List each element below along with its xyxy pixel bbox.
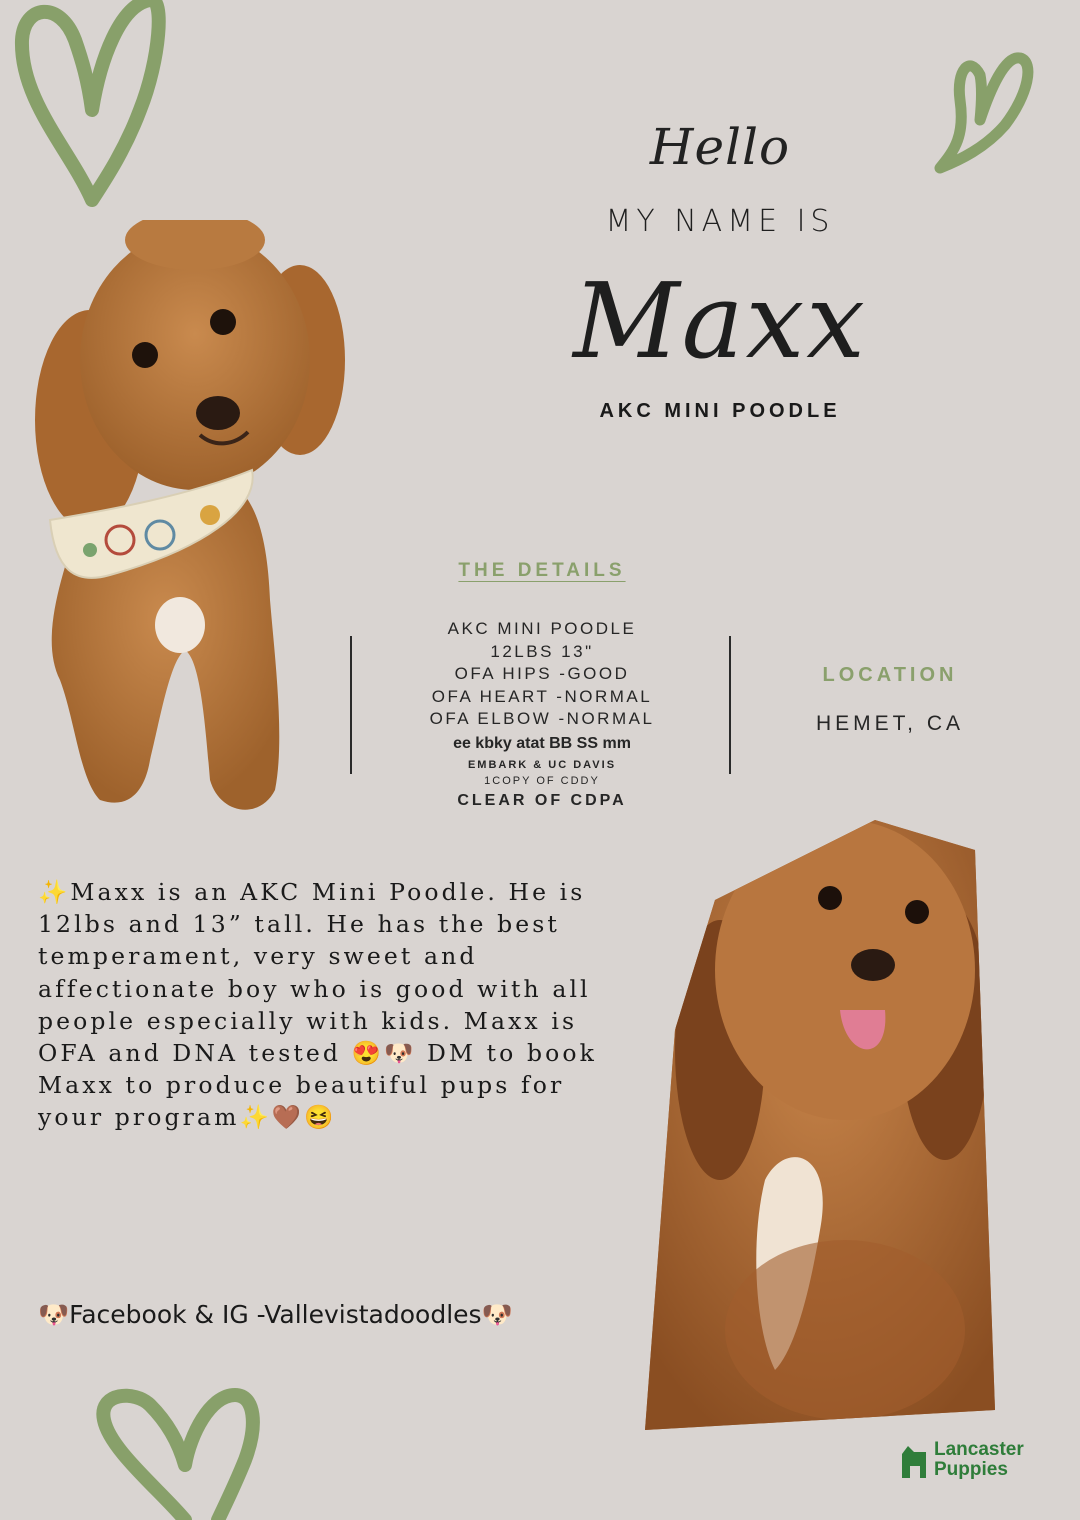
cddy-line: 1COPY OF CDDY [484,774,600,787]
location-title: LOCATION [822,664,958,686]
dog-photo-bandana [20,220,350,820]
heart-bottom-left-icon [90,1380,270,1520]
lancaster-puppies-logo [898,1440,1068,1484]
detail-line: OFA HEART -NORMAL [431,686,653,706]
brand-line-1: Lancaster [934,1439,1024,1460]
dog-photo-tongue [645,810,1000,1440]
embark-line: EMBARK & UC DAVIS [467,758,617,771]
heart-top-left-icon [0,0,170,215]
greeting-script: Hello [649,118,791,176]
breed-heading: AKC MINI POODLE [599,400,841,422]
dog-name: Maxx [573,260,867,382]
brand-wordmark [934,1440,1024,1480]
brand-line-2: Puppies [934,1459,1008,1480]
divider-left [350,636,352,774]
detail-line: AKC MINI POODLE [447,619,637,638]
detail-line: 12LBS 13" [490,641,594,661]
social-handle: 🐶Facebook & IG -Vallevistadoodles🐶 [38,1300,513,1329]
location-value: HEMET, CA [815,712,964,735]
intro-text: MY NAME IS [605,204,835,239]
heart-top-right-icon [920,40,1040,180]
genetics-line: ee kbky atat BB SS mm [453,734,631,752]
divider-right [729,636,731,774]
puppy-logo-icon [898,1442,930,1480]
cdpa-line: CLEAR OF CDPA [457,791,627,809]
details-title: THE DETAILS [458,560,626,581]
details-list [380,618,704,813]
detail-line: OFA ELBOW -NORMAL [429,709,655,728]
bio-paragraph: ✨Maxx is an AKC Mini Poodle. He is 12lbs and 13” tall. He has the best temperament, very sweet and affectionate boy who is good with all people especially with kids. Maxx is OFA and DNA tested 😍🐶 DM to book Maxx to produce beautiful pups for your program✨🤎😆 [38,878,597,1132]
detail-line: OFA HIPS -GOOD [454,664,630,683]
